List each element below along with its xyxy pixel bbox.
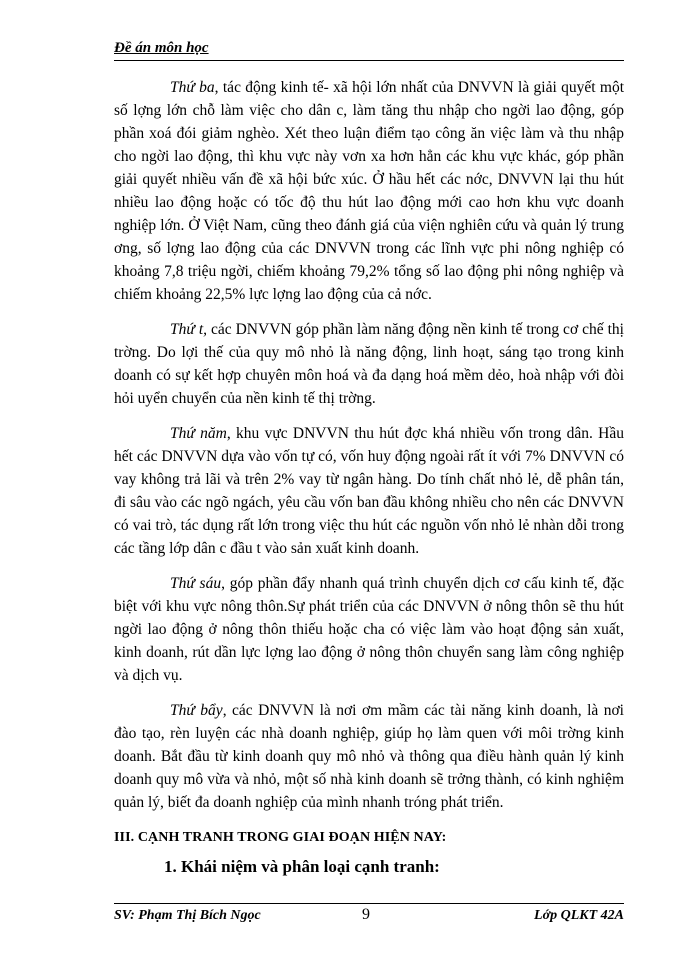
paragraph-text: , góp phần đẩy nhanh quá trình chuyển dịch cơ cấu kinh tế, đặc biệt với khu vực nông thôn.Sự phát triển của các DNVVN ở nông thôn sẽ thu hút ngời lao động ở nông thôn thiếu hoặc cha có việc làm vào hoạt động sản xuất, kinh doanh, rút dần lực lợng lao động ở nông thôn chuyển sang làm công nghiệp và dịch vụ. bbox=[114, 575, 624, 684]
paragraph-thu-tu bbox=[114, 318, 624, 410]
paragraph-text: , tác động kinh tế- xã hội lớn nhất của DNVVN là giải quyết một số lợng lớn chỗ làm việc cho dân c, làm tăng thu nhập cho ngời lao động, góp phần xoá đói giảm nghèo. Xét theo luận điểm tạo công ăn việc làm và thu nhập cho ngời lao động, thì khu vực này vơn xa hơn hẳn các khu vực khác, góp phần giải quyết nhiều vấn đề xã hội bức xúc. Ở hầu hết các nớc, DNVVN lại thu hút nhiều lao động hoặc có tốc độ thu hút lao động mới cao hơn khu vực doanh nghiệp lớn. Ở Việt Nam, cũng theo đánh giá của viện nghiên cứu và quản lý trung ơng, số lợng lao động của các DNVVN trong các lĩnh vực phi nông nghiệp có khoảng 7,8 triệu ngời, chiếm khoảng 79,2% tổng số lao động phi nông nghiệp và chiếm khoảng 22,5% lực lợng lao động của cả nớc. bbox=[114, 79, 624, 303]
paragraph-thu-bay bbox=[114, 699, 624, 814]
document-body bbox=[114, 76, 624, 878]
paragraph-thu-sau bbox=[114, 572, 624, 687]
page-number: 9 bbox=[362, 906, 370, 923]
paragraph-lead: Thứ t, bbox=[170, 321, 207, 338]
paragraph-lead: Thứ năm bbox=[170, 425, 227, 442]
paragraph-lead: Thứ ba bbox=[170, 79, 215, 96]
paragraph-lead: Thứ sáu bbox=[170, 575, 222, 592]
header-title: Đề án môn học bbox=[114, 40, 209, 56]
paragraph-lead: Thứ bẩy bbox=[170, 702, 223, 719]
paragraph-text: các DNVVN góp phần làm năng động nền kinh tế trong cơ chế thị trờng. Do lợi thế của quy mô nhỏ là năng động, linh hoạt, sáng tạo trong kinh doanh có sự kết hợp chuyên môn hoá và đa dạng hoá mềm dẻo, hoà nhập với đòi hỏi uyển chuyển của nền kinh tế thị trờng. bbox=[114, 321, 624, 407]
subsection-heading: 1. Khái niệm và phân loại cạnh tranh: bbox=[164, 857, 440, 876]
section-heading: III. CẠNH TRANH TRONG GIAI ĐOẠN HIỆN NAY: bbox=[114, 830, 447, 845]
paragraph-text: , các DNVVN là nơi ơm mầm các tài năng kinh doanh, là nơi đào tạo, rèn luyện các nhà doanh nghiệp, giúp họ làm quen với môi trờng kinh doanh. Bắt đầu từ kinh doanh quy mô nhỏ và thông qua điều hành quản lý kinh doanh quy mô vừa và nhỏ, một số nhà kinh doanh sẽ trởng thành, có kinh nghiệm quản lý, biết đa doanh nghiệp của mình nhanh tróng phát triển. bbox=[114, 702, 624, 811]
paragraph-thu-nam bbox=[114, 422, 624, 560]
footer-author: SV: Phạm Thị Bích Ngọc bbox=[114, 908, 261, 923]
paragraph-thu-ba bbox=[114, 76, 624, 306]
page-header bbox=[114, 38, 624, 61]
page-footer bbox=[114, 903, 624, 928]
paragraph-text: , khu vực DNVVN thu hút đợc khá nhiều vốn trong dân. Hầu hết các DNVVN dựa vào vốn tự có, vốn huy động ngoài rất ít với 7% DNVVN có vay không trả lãi và trên 2% vay từ ngân hàng. Do tính chất nhỏ lẻ, dễ phân tán, đi sâu vào các ngõ ngách, yêu cầu vốn ban đầu không nhiều cho nên các DNVVN có vai trò, tác dụng rất lớn trong việc thu hút các nguồn vốn nhỏ lẻ nhàn dỗi trong các tầng lớp dân c đầu t vào sản xuất kinh doanh. bbox=[114, 425, 624, 557]
footer-class: Lớp QLKT 42A bbox=[534, 908, 624, 923]
